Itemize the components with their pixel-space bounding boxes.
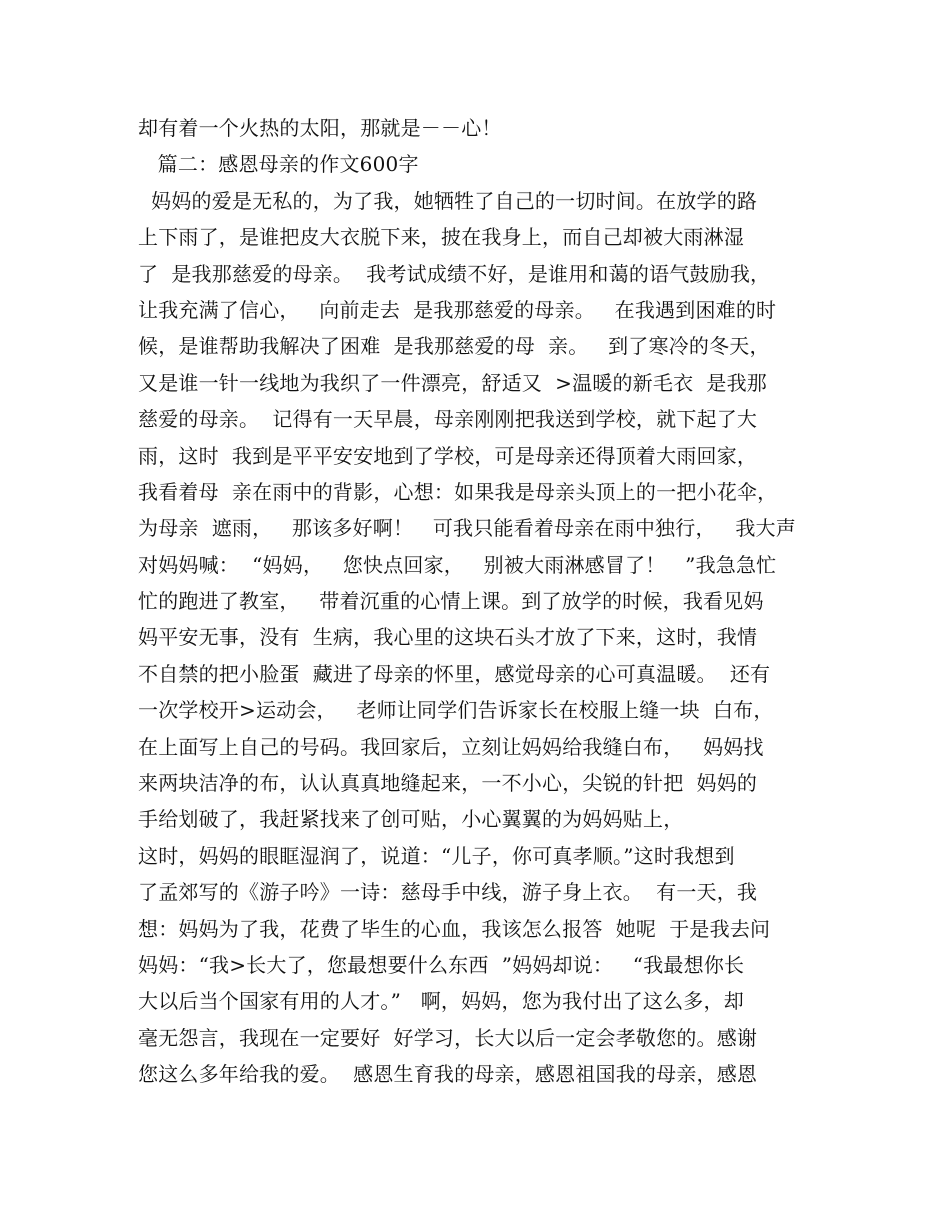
text-line: 您这么多年给我的爱。 感恩生育我的母亲，感恩祖国我的母亲，感恩 [138,1062,758,1087]
text-line: 一次学校开>运动会， 老师让同学们告诉家长在校服上缝一块 白布， [138,698,774,723]
text-line: 为母亲 遮雨， 那该多好啊！ 可我只能看着母亲在雨中独行， 我大声 [138,516,796,541]
text-line: 让我充满了信心， 向前走去 是我那慈爱的母亲。 在我遇到困难的时 [138,297,777,322]
text-line: 来两块洁净的布，认认真真地缝起来，一不小心，尖锐的针把 妈妈的 [138,771,758,796]
text-line: 对妈妈喊： “妈妈， 您快点回家， 别被大雨淋感冒了！ ”我急急忙 [138,552,777,577]
text-line: 妈平安无事，没有 生病，我心里的这块石头才放了下来，这时，我情 [138,625,758,650]
text-line: 妈妈：“我>长大了，您最想要什么东西 ”妈妈却说： “我最想你长 [138,952,745,977]
essay-text-block [138,110,828,1093]
text-line: 在上面写上自己的号码。我回家后，立刻让妈妈给我缝白布， 妈妈找 [138,734,764,759]
text-line: 了孟郊写的《游子吟》一诗：慈母手中线，游子身上衣。 有一天，我 [138,880,758,905]
text-line: 毫无怨言，我现在一定要好 好学习，长大以后一定会孝敬您的。感谢 [138,1025,758,1050]
text-line: 上下雨了，是谁把皮大衣脱下来，披在我身上，而自己却被大雨淋湿 [138,225,744,250]
text-line: 又是谁一针一线地为我织了一件漂亮，舒适又 >温暖的新毛衣 是我那 [138,370,767,395]
text-line: 这时，妈妈的眼眶湿润了，说道：“儿子，你可真孝顺。”这时我想到 [138,843,735,868]
text-line: 大以后当个国家有用的人才。” 啊，妈妈，您为我付出了这么多，却 [138,989,744,1014]
text-line: 不自禁的把小脸蛋 藏进了母亲的怀里，感觉母亲的心可真温暖。 还有 [138,661,771,686]
text-line: 雨，这时 我到是平平安安地到了学校，可是母亲还得顶着大雨回家， [138,443,758,468]
text-line: 慈爱的母亲。 记得有一天早晨，母亲刚刚把我送到学校，就下起了大 [138,407,758,432]
text-line: 想：妈妈为了我，花费了毕生的心血，我该怎么报答 她呢 于是我去问 [138,916,771,941]
text-line: 妈妈的爱是无私的，为了我，她牺牲了自己的一切时间。在放学的路 [138,188,758,213]
text-line: 候，是谁帮助我解决了困难 是我那慈爱的母 亲。 到了寒冷的冬天， [138,334,770,359]
text-line: 我看着母 亲在雨中的背影，心想：如果我是母亲头顶上的一把小花伞， [138,479,778,504]
text-line: 却有着一个火热的太阳，那就是－－心！ [138,116,502,140]
text-line: 手给划破了，我赶紧找来了创可贴，小心翼翼的为妈妈贴上， [138,807,684,832]
text-line: 了 是我那慈爱的母亲。 我考试成绩不好，是谁用和蔼的语气鼓励我， [138,261,771,286]
text-line: 忙的跑进了教室， 带着沉重的心情上课。到了放学的时候，我看见妈 [138,589,764,614]
section-heading: 篇二：感恩母亲的作文600字 [138,152,419,177]
